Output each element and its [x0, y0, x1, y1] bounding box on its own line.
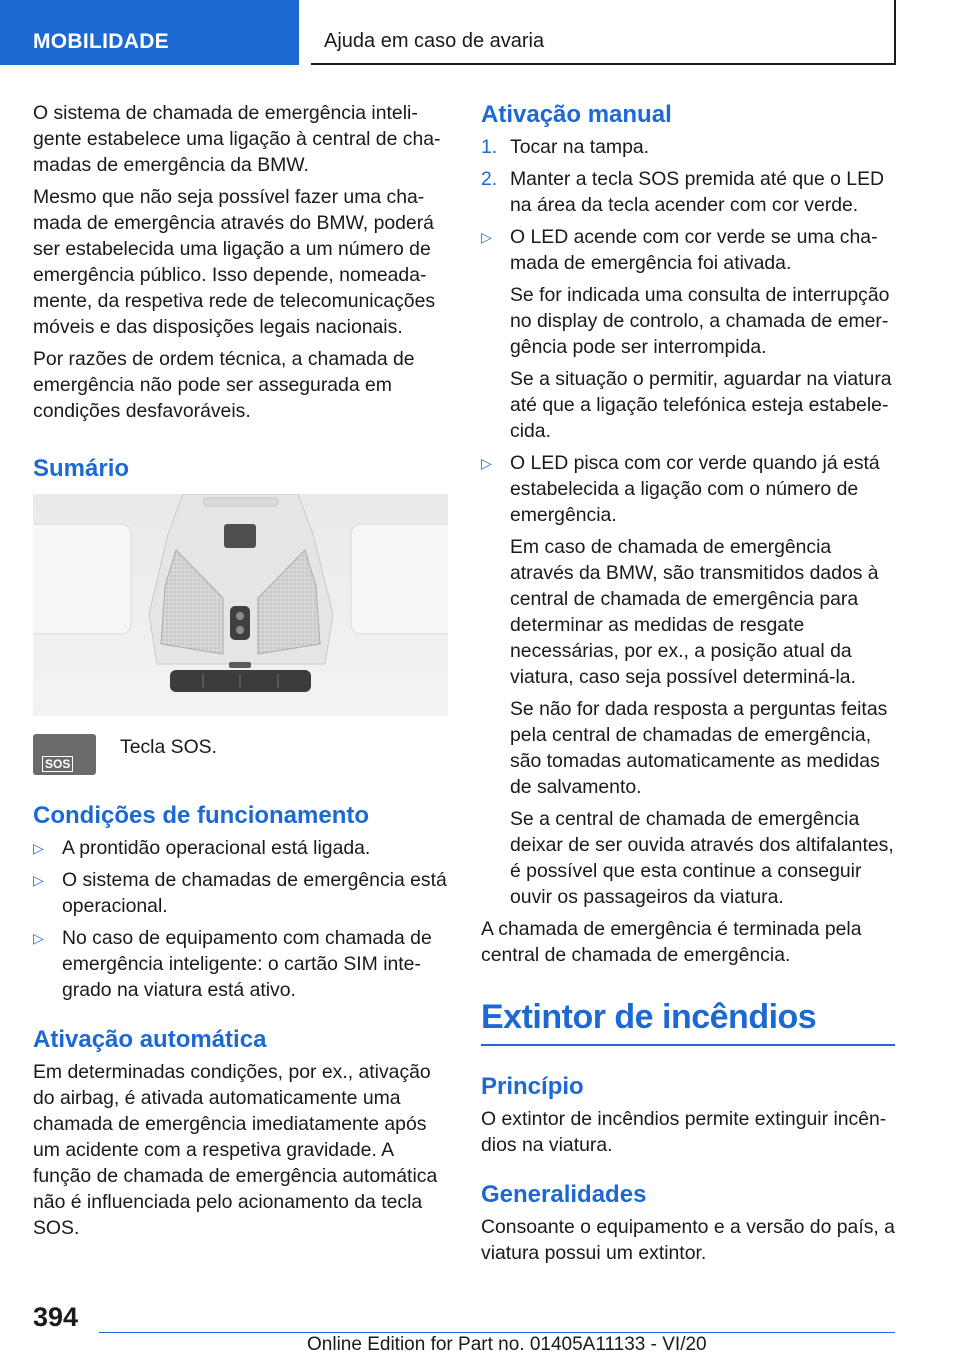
triangle-bullet-icon: ▷: [33, 930, 44, 946]
note-paragraph: Se não for dada resposta a perguntas feitas pela central de chamadas de emergência, são tomadas automaticamente as medidas de salvamento.: [510, 698, 888, 798]
overhead-console-illustration: [33, 494, 448, 716]
general-heading: Generalidades: [481, 1181, 647, 1208]
edition-note: Online Edition for Part no. 01405A11133 - VI/20: [307, 1334, 707, 1355]
note-paragraph: Se a situação o permitir, aguardar na viatura até que a ligação telefónica esteja estabelecida.: [510, 368, 892, 442]
steps-list: [481, 134, 895, 218]
step-number: 1.: [481, 136, 498, 158]
triangle-bullet-icon: ▷: [481, 455, 492, 471]
manual-activation-heading: Ativação manual: [481, 101, 672, 128]
page-number: 394: [33, 1302, 79, 1332]
conditions-list: [33, 835, 448, 1003]
sos-caption: Tecla SOS.: [120, 736, 217, 758]
extinguisher-heading: Extintor de incêndios: [481, 998, 817, 1036]
intro-paragraph: Por razões de ordem técnica, a chamada de emergência não pode ser assegurada em condições desfavoráveis.: [33, 348, 415, 422]
auto-activation-text: Em determinadas condições, por ex., ativação do airbag, é ativada automaticamente uma chamada de emergência imediatamente após um acidente com a respetiva gravidade. A função de chamada de emergência automática não é influenciada pelo acionamento da tecla SOS.: [33, 1061, 438, 1239]
step-number: 2.: [481, 168, 498, 190]
list-item: ▷ O LED pisca com cor verde quando já está estabelecida a ligação com o número de emergência.: [481, 452, 880, 526]
footer-rule: [99, 1332, 895, 1333]
overhead-console-drawing: [33, 494, 448, 716]
note-paragraph: Se for indicada uma consulta de interrupção no display de controlo, a chamada de emergência pode ser interrompida.: [510, 284, 890, 358]
principle-heading: Princípio: [481, 1073, 584, 1100]
sos-icon-label: SOS: [42, 756, 73, 772]
heading-rule: [481, 1044, 895, 1046]
sos-legend: [33, 734, 448, 775]
chapter-title: Ajuda em caso de avaria: [324, 30, 545, 52]
list-item: ▷ O sistema de chamadas de emergência está operacional.: [33, 869, 447, 917]
section-tab: [0, 0, 299, 65]
note-paragraph: Se a central de chamada de emergência deixar de ser ouvida através dos altifalantes, é possível que esta continue a conseguir ouvir os passageiros da viatura.: [510, 808, 894, 908]
right-column: [481, 100, 895, 1272]
step-item: 2. Manter a tecla SOS premida até que o LED na área da tecla acender com cor verde.: [481, 168, 885, 216]
result-list: [481, 224, 895, 276]
general-text: Consoante o equipamento e a versão do país, a viatura possui um extintor.: [481, 1216, 895, 1264]
note-paragraph: Em caso de chamada de emergência através da BMW, são transmitidos dados à central de chamada de emergência para determinar as medidas de resgate necessárias, por ex., a posição atual da viatura, caso seja possível determiná-la.: [510, 536, 879, 688]
chapter-box: [311, 0, 896, 65]
sos-icon: [33, 734, 96, 775]
list-item: ▷ No caso de equipamento com chamada de emergência inteligente: o cartão SIM integrado na viatura está ativo.: [33, 927, 432, 1001]
section-title: MOBILIDADE: [33, 30, 169, 53]
end-call-text: A chamada de emergência é terminada pela central de chamada de emergência.: [481, 918, 862, 966]
result-list: [481, 450, 895, 528]
left-column: [33, 100, 448, 1247]
list-item: ▷ O LED acende com cor verde se uma chamada de emergência foi ativada.: [481, 226, 878, 274]
conditions-heading: Condições de funcionamento: [33, 802, 370, 829]
intro-paragraph: O sistema de chamada de emergência inteligente estabelece uma ligação à central de chamadas de emergência da BMW.: [33, 102, 441, 176]
triangle-bullet-icon: ▷: [481, 229, 492, 245]
auto-activation-heading: Ativação automática: [33, 1026, 267, 1053]
triangle-bullet-icon: ▷: [33, 872, 44, 888]
triangle-bullet-icon: ▷: [33, 840, 44, 856]
step-item: 1. Tocar na tampa.: [481, 136, 650, 158]
summary-heading: Sumário: [33, 455, 130, 482]
intro-paragraph: Mesmo que não seja possível fazer uma chamada de emergência através do BMW, poderá ser estabelecida uma ligação a um número de emergência público. Isso depende, nomeadamente, da respetiva rede de telecomunicações móveis e das disposições legais nacionais.: [33, 186, 436, 338]
list-item: ▷ A prontidão operacional está ligada.: [33, 837, 371, 859]
principle-text: O extintor de incêndios permite extinguir incêndios na viatura.: [481, 1108, 887, 1156]
